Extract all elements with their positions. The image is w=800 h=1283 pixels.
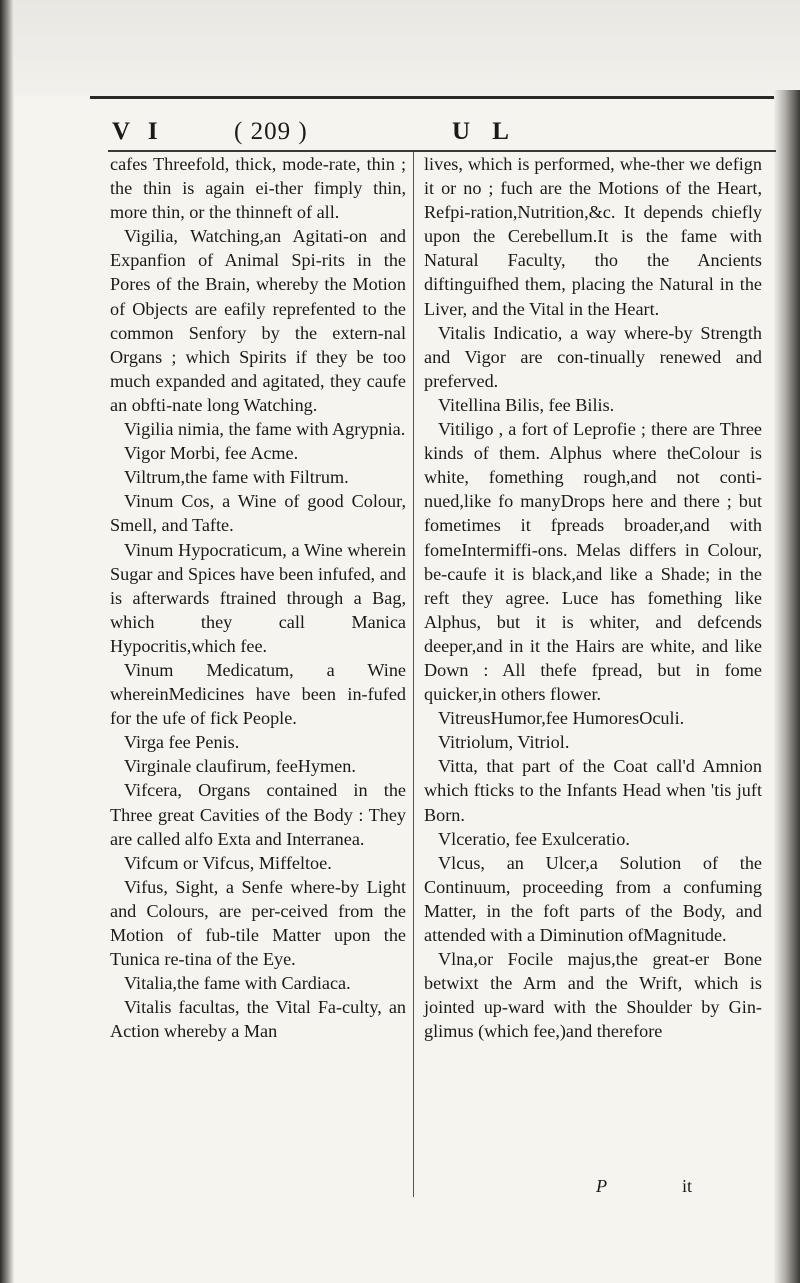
catchword: it	[682, 1176, 693, 1196]
entry-paragraph: Vinum Hypocraticum, a Wine wherein Sugar and Spices have been infufed, and is afterwards ftrained through a Bag, which they call Manica Hypocritis,which fee.	[110, 539, 406, 656]
header-right: U L	[452, 118, 517, 145]
entry-paragraph: Vitellina Bilis, fee Bilis.	[438, 394, 615, 415]
signature-mark: P	[596, 1176, 608, 1196]
entry-paragraph: Viltrum,the fame with Filtrum.	[124, 467, 349, 488]
entry-paragraph: lives, which is performed, whe-ther we defign it or no ; fuch are the Motions of the Heart, Refpi-ration,Nutrition,&c. It depends chiefly upon the Cerebellum.It is the fame with Natural Faculty, tho the Ancients diftinguifhed them, placing the Natural in the Liver, and the Vital in the Heart.	[424, 154, 762, 319]
page-footer	[424, 1174, 762, 1198]
entry-paragraph: Vifcera, Organs contained in the Three great Cavities of the Body : They are called alfo Exta and Interranea.	[110, 780, 406, 849]
entry-paragraph: Vitalis Indicatio, a way where-by Strength and Vigor are con-tinually renewed and preferved.	[424, 322, 762, 391]
entry-paragraph: Vlcus, an Ulcer,a Solution of the Continuum, proceeding from a confuming Matter, in the foft parts of the Body, and attended with a Diminution ofMagnitude.	[424, 852, 762, 945]
page-number: ( 209 )	[234, 118, 308, 145]
entry-paragraph: Vitriolum, Vitriol.	[438, 732, 570, 753]
entry-paragraph: Vitalia,the fame with Cardiaca.	[124, 973, 351, 994]
entry-paragraph: Vlna,or Focile majus,the great-er Bone betwixt the Arm and the Wrift, which is jointed up-ward with the Shoulder by Gin-glimus (which fee,)and therefore	[424, 949, 762, 1042]
scan-left-edge	[0, 0, 14, 1283]
right-column	[424, 152, 762, 1043]
header-left: V I	[112, 118, 164, 145]
entry-paragraph: cafes Threefold, thick, mode-rate, thin ; the thin is again ei-ther fimply thin, more thin, or the thinneft of all.	[110, 154, 406, 223]
column-divider	[413, 152, 414, 1197]
entry-paragraph: Vigilia nimia, the fame with Agrypnia.	[124, 419, 406, 440]
left-column	[110, 152, 406, 1043]
running-header	[108, 118, 776, 152]
entry-paragraph: Vinum Medicatum, a Wine whereinMedicines have been in-fufed for the ufe of fick People.	[110, 659, 406, 729]
entry-paragraph: Vifcum or Vifcus, Miffeltoe.	[124, 852, 332, 873]
right-paragraphs	[424, 152, 762, 1043]
entry-paragraph: Virga fee Penis.	[124, 732, 240, 753]
entry-paragraph: VitreusHumor,fee HumoresOculi.	[438, 708, 685, 729]
entry-paragraph: Vitta, that part of the Coat call'd Amnion which fticks to the Infants Head when 'tis juft Born.	[424, 756, 762, 825]
entry-paragraph: Virginale claufirum, feeHymen.	[124, 756, 356, 777]
top-rule	[90, 96, 780, 99]
scan-top-margin	[0, 0, 800, 96]
entry-paragraph: Vifus, Sight, a Senfe where-by Light and Colours, are per-ceived from the Motion of fub-tile Matter upon the Tunica re-tina of the Eye.	[110, 876, 406, 970]
entry-paragraph: Vigilia, Watching,an Agitati-on and Expanfion of Animal Spi-rits in the Pores of the Brain, whereby the Motion of Objects are eafily reprefented to the common Senfory by the extern-nal Organs ; which Spirits if they be too much expanded and agitated, they caufe an obfti-nate long Watching.	[110, 226, 406, 415]
entry-paragraph: Vitiligo , a fort of Leprofie ; there are Three kinds of them. Alphus where theColour is white, fomething rough,and not conti-nued,like fo manyDrops here and there ; but fometimes it fpreads broader,and with fomeIntermiffi-ons. Melas differs in Colour, be-caufe it is black,and like a Shade; in the reft they agree. Luce has fomething like Alphus, but it is whiter, and defcends deeper,and in it the Hairs are white, and like Down : All thefe fpread, but in fome quicker,in others flower.	[424, 419, 762, 705]
entry-paragraph: Vitalis facultas, the Vital Fa-culty, an Action whereby a Man	[110, 997, 406, 1042]
entry-paragraph: Vlceratio, fee Exulceratio.	[438, 828, 630, 849]
entry-paragraph: Vinum Cos, a Wine of good Colour, Smell, and Tafte.	[110, 491, 406, 536]
entry-paragraph: Vigor Morbi, fee Acme.	[124, 443, 299, 464]
scan-right-edge	[774, 90, 800, 1283]
